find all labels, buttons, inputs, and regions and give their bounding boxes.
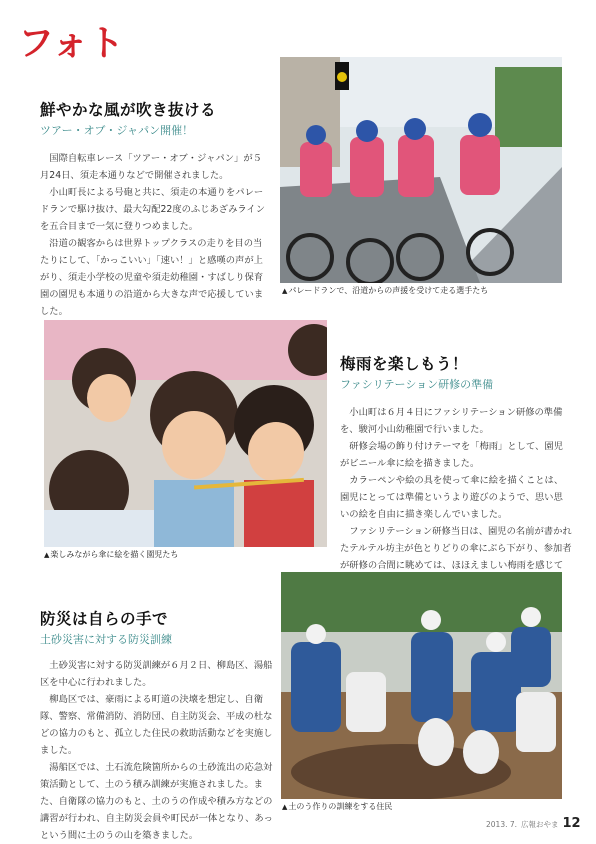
paragraph: 柳島区では、豪雨による町道の決壊を想定し、自衛隊、警察、常備消防、消防団、自主防災会、平成の杜などの協力のもと、孤立した住民の救助活動などを実施しました。 <box>40 694 273 756</box>
paragraph: 小山町長による号砲と共に、須走の本通りをパレードランで駆け抜け、最大勾配22度のふじあざみラインを五合目まで一気に登りつめました。 <box>40 187 266 232</box>
paragraph: 小山町は６月４日にファシリテーション研修の準備を、駿河小山幼稚園で行いました。 <box>340 407 563 435</box>
paragraph: カラーペンや絵の具を使って傘に絵を描くことは、園児にとっては準備というより遊びのようで、思い思いの絵を自由に描き楽しんでいました。 <box>340 475 564 520</box>
section-rainy-season <box>340 352 572 591</box>
page-number: 12 <box>562 816 581 831</box>
photo-caption: ▲ 土のう作りの訓練をする住民 <box>282 801 392 812</box>
issue-date: 2013. 7. <box>486 820 518 829</box>
photo-caption: ▲ 楽しみながら傘に絵を描く園児たち <box>44 549 178 560</box>
paragraph: ファシリテーション研修当日は、園児の名前が書かれたテルテル坊主が色とりどりの傘にぶら下がり、参加者が研修の合間に眺めては、ほほえましい梅雨を感じて <box>340 526 572 571</box>
photo-children-painting <box>44 320 327 547</box>
photo-children-painting-image <box>44 320 327 547</box>
section-cycling <box>40 98 266 320</box>
photo-cycling-race-image <box>280 57 562 283</box>
paragraph: 研修会場の飾り付けテーマを「梅雨」として、園児がビニール傘に絵を描きました。 <box>340 441 563 469</box>
paragraph: 土砂災害に対する防災訓練が６月２日、柳島区、湯船区を中心に行われました。 <box>40 660 273 688</box>
photo-sandbag-drill-image <box>281 572 562 799</box>
section-subtitle: ファシリテーション研修の準備 <box>340 378 494 391</box>
paragraph: 国際自転車レース「ツアー・オブ・ジャパン」が５月24日、須走本通りなどで開催されました。 <box>40 153 262 181</box>
publication-name: 広報おやま <box>521 820 559 829</box>
section-subtitle: ツアー・オブ・ジャパン開催！ <box>40 124 194 137</box>
section-title: 鮮やかな風が吹き抜ける <box>40 101 217 119</box>
section-subtitle: 土砂災害に対する防災訓練 <box>40 633 172 646</box>
section-title: 防災は自らの手で <box>40 610 169 628</box>
photo-sandbag-drill <box>281 572 562 799</box>
photo-caption: ▲ パレードランで、沿道からの声援を受けて走る選手たち <box>282 285 488 296</box>
paragraph: 沿道の観客からは世界トップクラスの走りを目の当たりにして、「かっこいい」「速い！」と感嘆の声が上がり、須走小学校の児童や須走幼稚園・すばしり保育園の園児も本通りの沿道から大きな声で応援していました。 <box>40 238 264 317</box>
page-footer <box>486 816 581 831</box>
page-title-logo <box>18 20 154 64</box>
section-disaster-drill <box>40 607 276 844</box>
page-title-text: フォト <box>18 23 125 64</box>
section-title: 梅雨を楽しもう！ <box>340 355 469 373</box>
photo-cycling-race <box>280 57 562 283</box>
paragraph: 湯船区では、土石流危険箇所からの土砂流出の応急対策活動として、土のう積み訓練が実施されました。また、自衛隊の協力のもと、土のうの作成や積み方などの講習が行われ、自主防災会員や町民が一体となり、あっという間に土のうの山を築きました。 <box>40 762 273 841</box>
page-title-logo-art <box>18 20 154 64</box>
